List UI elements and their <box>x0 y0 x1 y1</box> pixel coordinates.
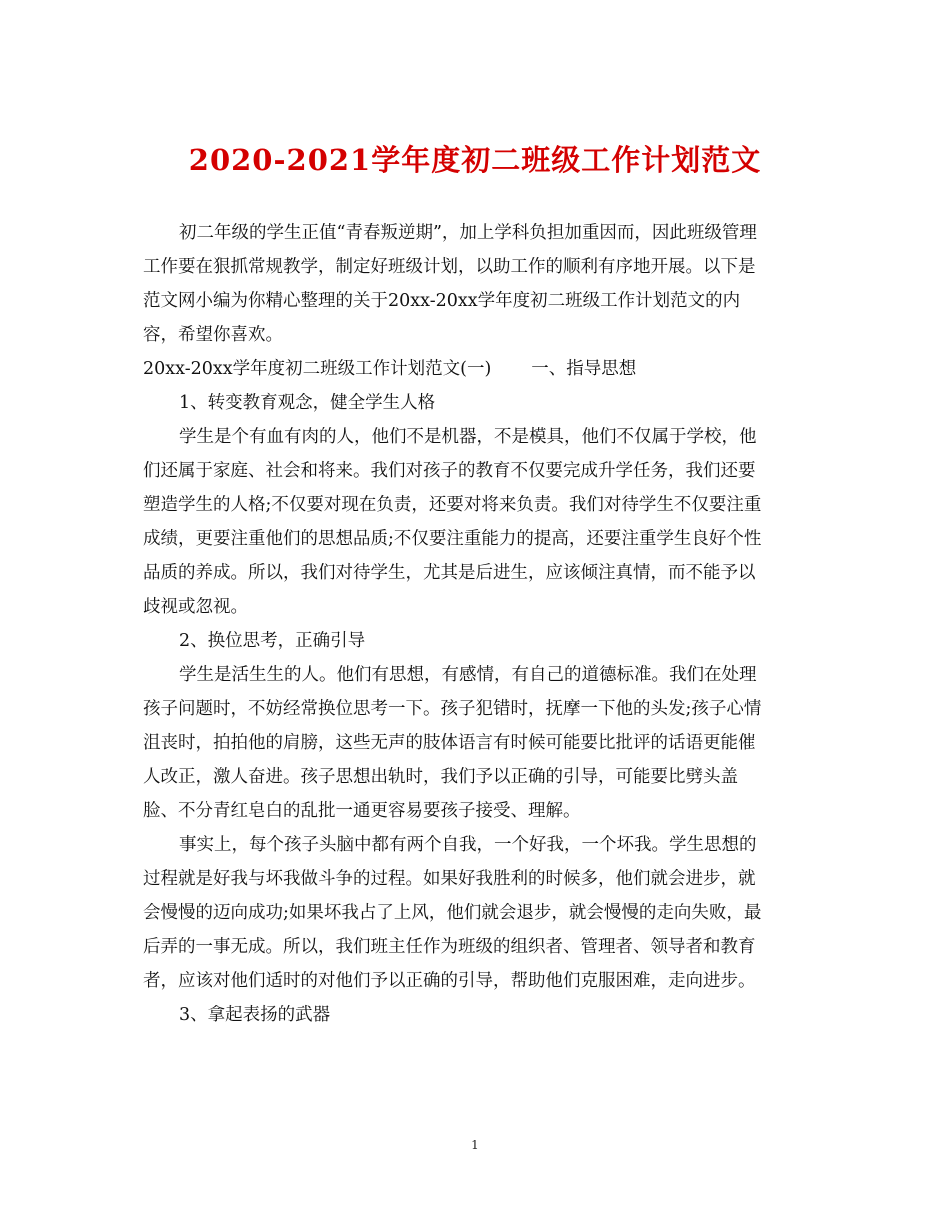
paragraph-line: 品质的养成。所以，我们对待学生，尤其是后进生，应该倾注真情，而不能予以 <box>143 563 756 583</box>
subheading-line: 1、转变教育观念，健全学生人格 <box>179 393 436 413</box>
paragraph-line: 过程就是好我与坏我做斗争的过程。如果好我胜利的时候多，他们就会进步，就 <box>143 869 756 889</box>
paragraph-line: 歧视或忽视。 <box>143 597 248 617</box>
document-title: 2020-2021学年度初二班级工作计划范文 <box>188 143 762 177</box>
paragraph-line: 工作要在狠抓常规教学，制定好班级计划，以助工作的顺利有序地开展。以下是 <box>143 257 756 277</box>
paragraph-line: 范文网小编为你精心整理的关于20xx-20xx学年度初二班级工作计划范文的内 <box>143 291 741 311</box>
paragraph-line: 成绩，更要注重他们的思想品质;不仅要注重能力的提高，还要注重学生良好个性 <box>143 529 762 549</box>
paragraph-line: 会慢慢的迈向成功;如果坏我占了上风，他们就会退步，就会慢慢的走向失败，最 <box>143 903 762 923</box>
paragraph-line: 脸、不分青红皂白的乱批一通更容易要孩子接受、理解。 <box>143 801 581 821</box>
subtitle-text: 20xx-20xx学年度初二班级工作计划范文(一) <box>143 359 492 379</box>
page-number: 1 <box>471 1138 479 1152</box>
paragraph-line: 塑造学生的人格;不仅要对现在负责，还要对将来负责。我们对待学生不仅要注重 <box>143 495 762 515</box>
subheading-line: 2、换位思考，正确引导 <box>179 631 366 651</box>
document-body <box>143 216 808 1032</box>
paragraph-line: 后弄的一事无成。所以，我们班主任作为班级的组织者、管理者、领导者和教育 <box>143 937 756 957</box>
paragraph-line: 学生是活生生的人。他们有思想，有感情，有自己的道德标准。我们在处理 <box>179 665 757 685</box>
subtitle-line <box>143 352 808 386</box>
paragraph-line: 们还属于家庭、社会和将来。我们对孩子的教育不仅要完成升学任务，我们还要 <box>143 461 756 481</box>
section-heading: 一、指导思想 <box>531 359 637 379</box>
paragraph-line: 者，应该对他们适时的对他们予以正确的引导，帮助他们克服困难，走向进步。 <box>143 971 756 991</box>
paragraph-line: 事实上，每个孩子头脑中都有两个自我，一个好我，一个坏我。学生思想的 <box>179 835 757 855</box>
paragraph-line: 人改正，激人奋进。孩子思想出轨时，我们予以正确的引导，可能要比劈头盖 <box>143 767 738 787</box>
subheading-line: 3、拿起表扬的武器 <box>179 1005 331 1025</box>
paragraph-line: 沮丧时，拍拍他的肩膀，这些无声的肢体语言有时候可能要比批评的话语更能催 <box>143 733 756 753</box>
paragraph-line: 学生是个有血有肉的人，他们不是机器，不是模具，他们不仅属于学校，他 <box>179 427 757 447</box>
paragraph-line: 初二年级的学生正值“青春叛逆期”，加上学科负担加重因而，因此班级管理 <box>179 223 757 243</box>
paragraph-line: 容，希望你喜欢。 <box>143 325 283 345</box>
paragraph-line: 孩子问题时，不妨经常换位思考一下。孩子犯错时，抚摩一下他的头发;孩子心情 <box>143 699 762 719</box>
